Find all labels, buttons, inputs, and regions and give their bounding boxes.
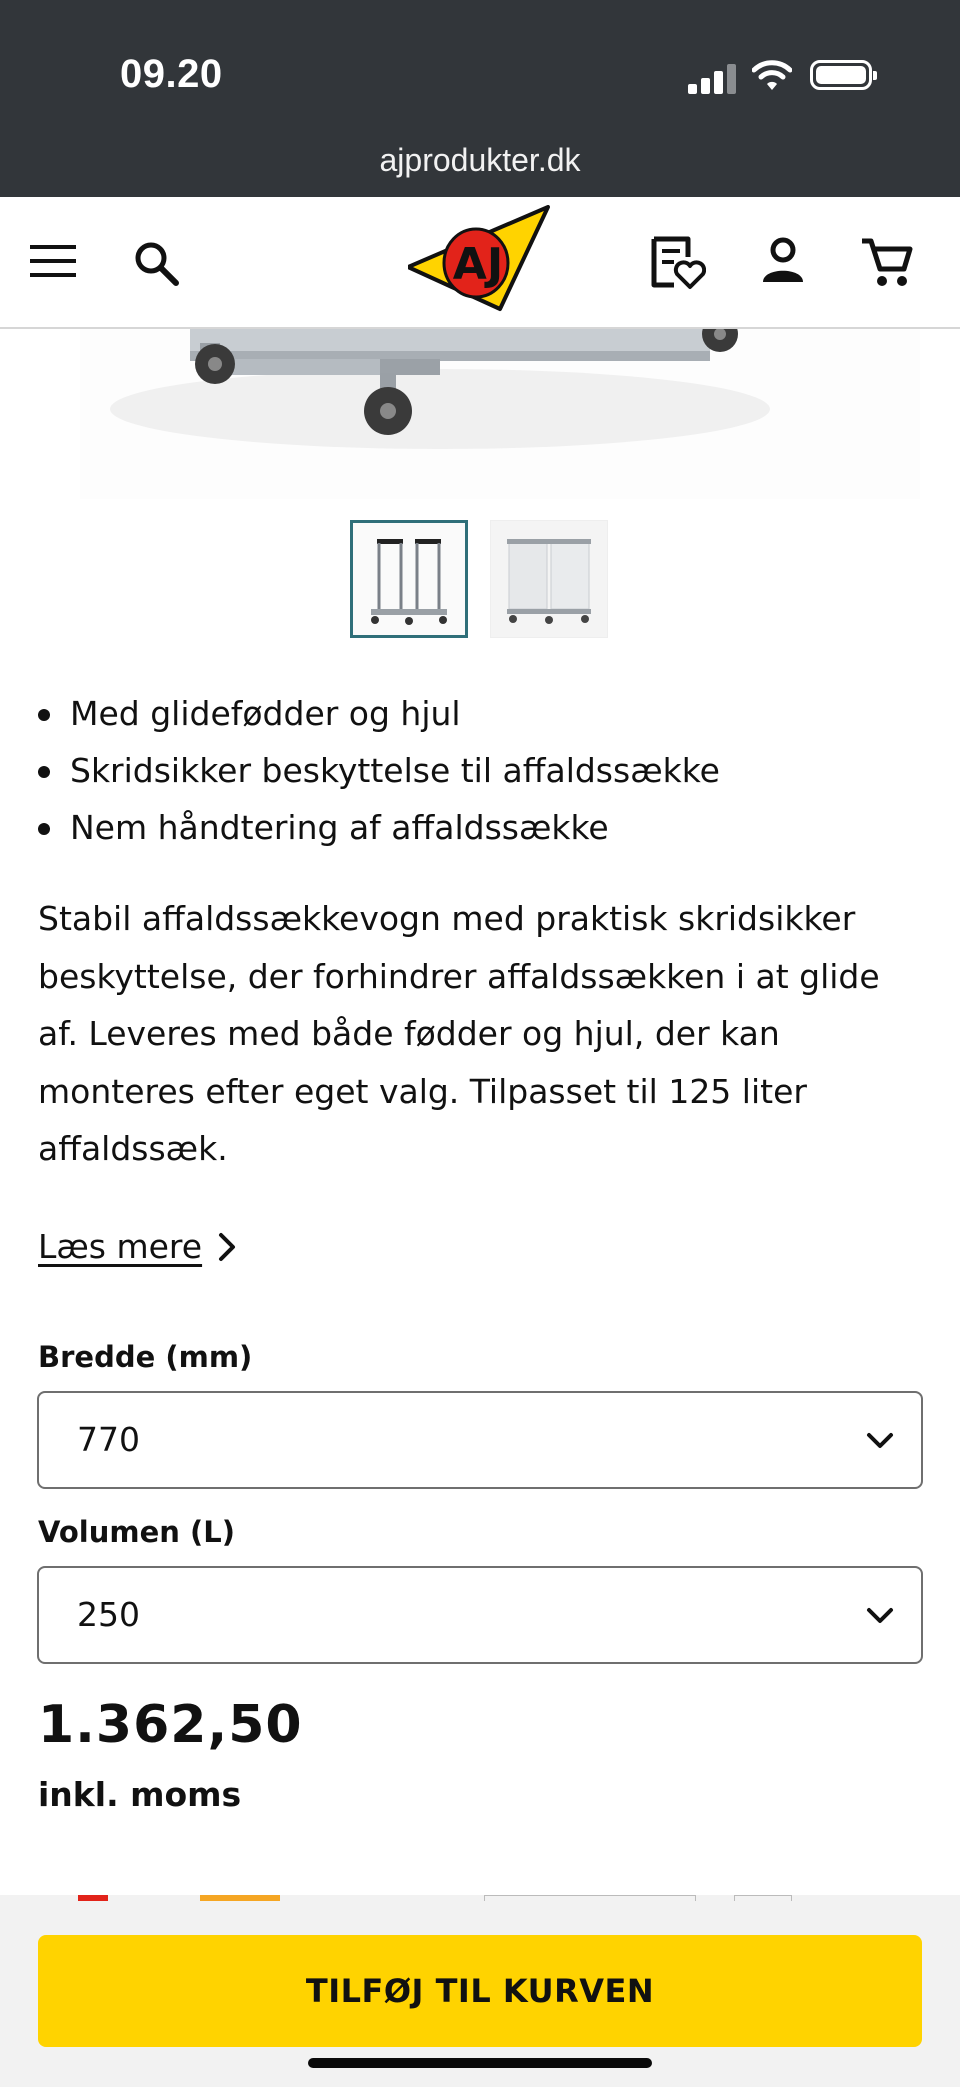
add-to-cart-button[interactable]: TILFØJ TIL KURVEN bbox=[38, 1935, 922, 2047]
thumbnail-trolley-frame-image bbox=[353, 523, 465, 635]
browser-url[interactable]: ajprodukter.dk bbox=[379, 142, 581, 178]
payment-logo-peek bbox=[78, 1895, 108, 1901]
width-select-value: 770 bbox=[77, 1420, 140, 1459]
logo-text: AJ bbox=[452, 239, 504, 290]
signal-icon bbox=[688, 64, 736, 94]
read-more-label[interactable]: Læs mere bbox=[38, 1227, 203, 1266]
feature-item: Med glidefødder og hjul bbox=[38, 685, 720, 742]
payment-logo-peek bbox=[200, 1895, 280, 1901]
vat-note: inkl. moms bbox=[38, 1775, 242, 1814]
site-header bbox=[0, 197, 960, 329]
hamburger-menu-icon[interactable] bbox=[30, 243, 76, 279]
thumbnail-2[interactable] bbox=[490, 520, 608, 638]
volume-label: Volumen (L) bbox=[38, 1515, 235, 1549]
chevron-down-icon bbox=[865, 1601, 895, 1631]
product-description: Stabil affaldssækkevogn med praktisk skridsikker beskyttelse, der forhindrer affaldssækken i at glide af. Leveres med både fødder og hjul, der kan monteres efter eget valg. Tilpasset til 125 liter affaldssæk. bbox=[38, 899, 880, 1168]
width-select[interactable] bbox=[37, 1391, 923, 1489]
user-icon[interactable] bbox=[760, 237, 806, 287]
product-price: 1.362,50 bbox=[38, 1695, 303, 1755]
waste-sack-trolley-image bbox=[80, 329, 920, 499]
wifi-icon bbox=[752, 58, 792, 92]
search-icon[interactable] bbox=[132, 239, 180, 287]
read-more-link[interactable] bbox=[38, 1222, 238, 1272]
home-indicator bbox=[308, 2058, 652, 2068]
chevron-down-icon bbox=[865, 1426, 895, 1456]
aj-logo[interactable] bbox=[408, 205, 552, 315]
thumbnail-1[interactable] bbox=[350, 520, 468, 638]
quantity-field-peek bbox=[484, 1895, 696, 1901]
feature-list bbox=[38, 685, 720, 856]
feature-item: Nem håndtering af affaldssække bbox=[38, 799, 720, 856]
thumbnail-trolley-with-sacks-image bbox=[491, 521, 607, 637]
product-main-image[interactable] bbox=[80, 329, 920, 499]
battery-icon bbox=[810, 60, 872, 90]
feature-item: Skridsikker beskyttelse til affaldssække bbox=[38, 742, 720, 799]
width-label: Bredde (mm) bbox=[38, 1340, 253, 1374]
wishlist-heart-icon[interactable] bbox=[648, 235, 706, 291]
chevron-right-icon bbox=[216, 1231, 238, 1263]
status-bar bbox=[0, 0, 960, 197]
quantity-button-peek bbox=[734, 1895, 792, 1901]
volume-select[interactable] bbox=[37, 1566, 923, 1664]
cart-icon[interactable] bbox=[860, 235, 914, 289]
status-time: 09.20 bbox=[120, 52, 223, 96]
volume-select-value: 250 bbox=[77, 1595, 140, 1634]
